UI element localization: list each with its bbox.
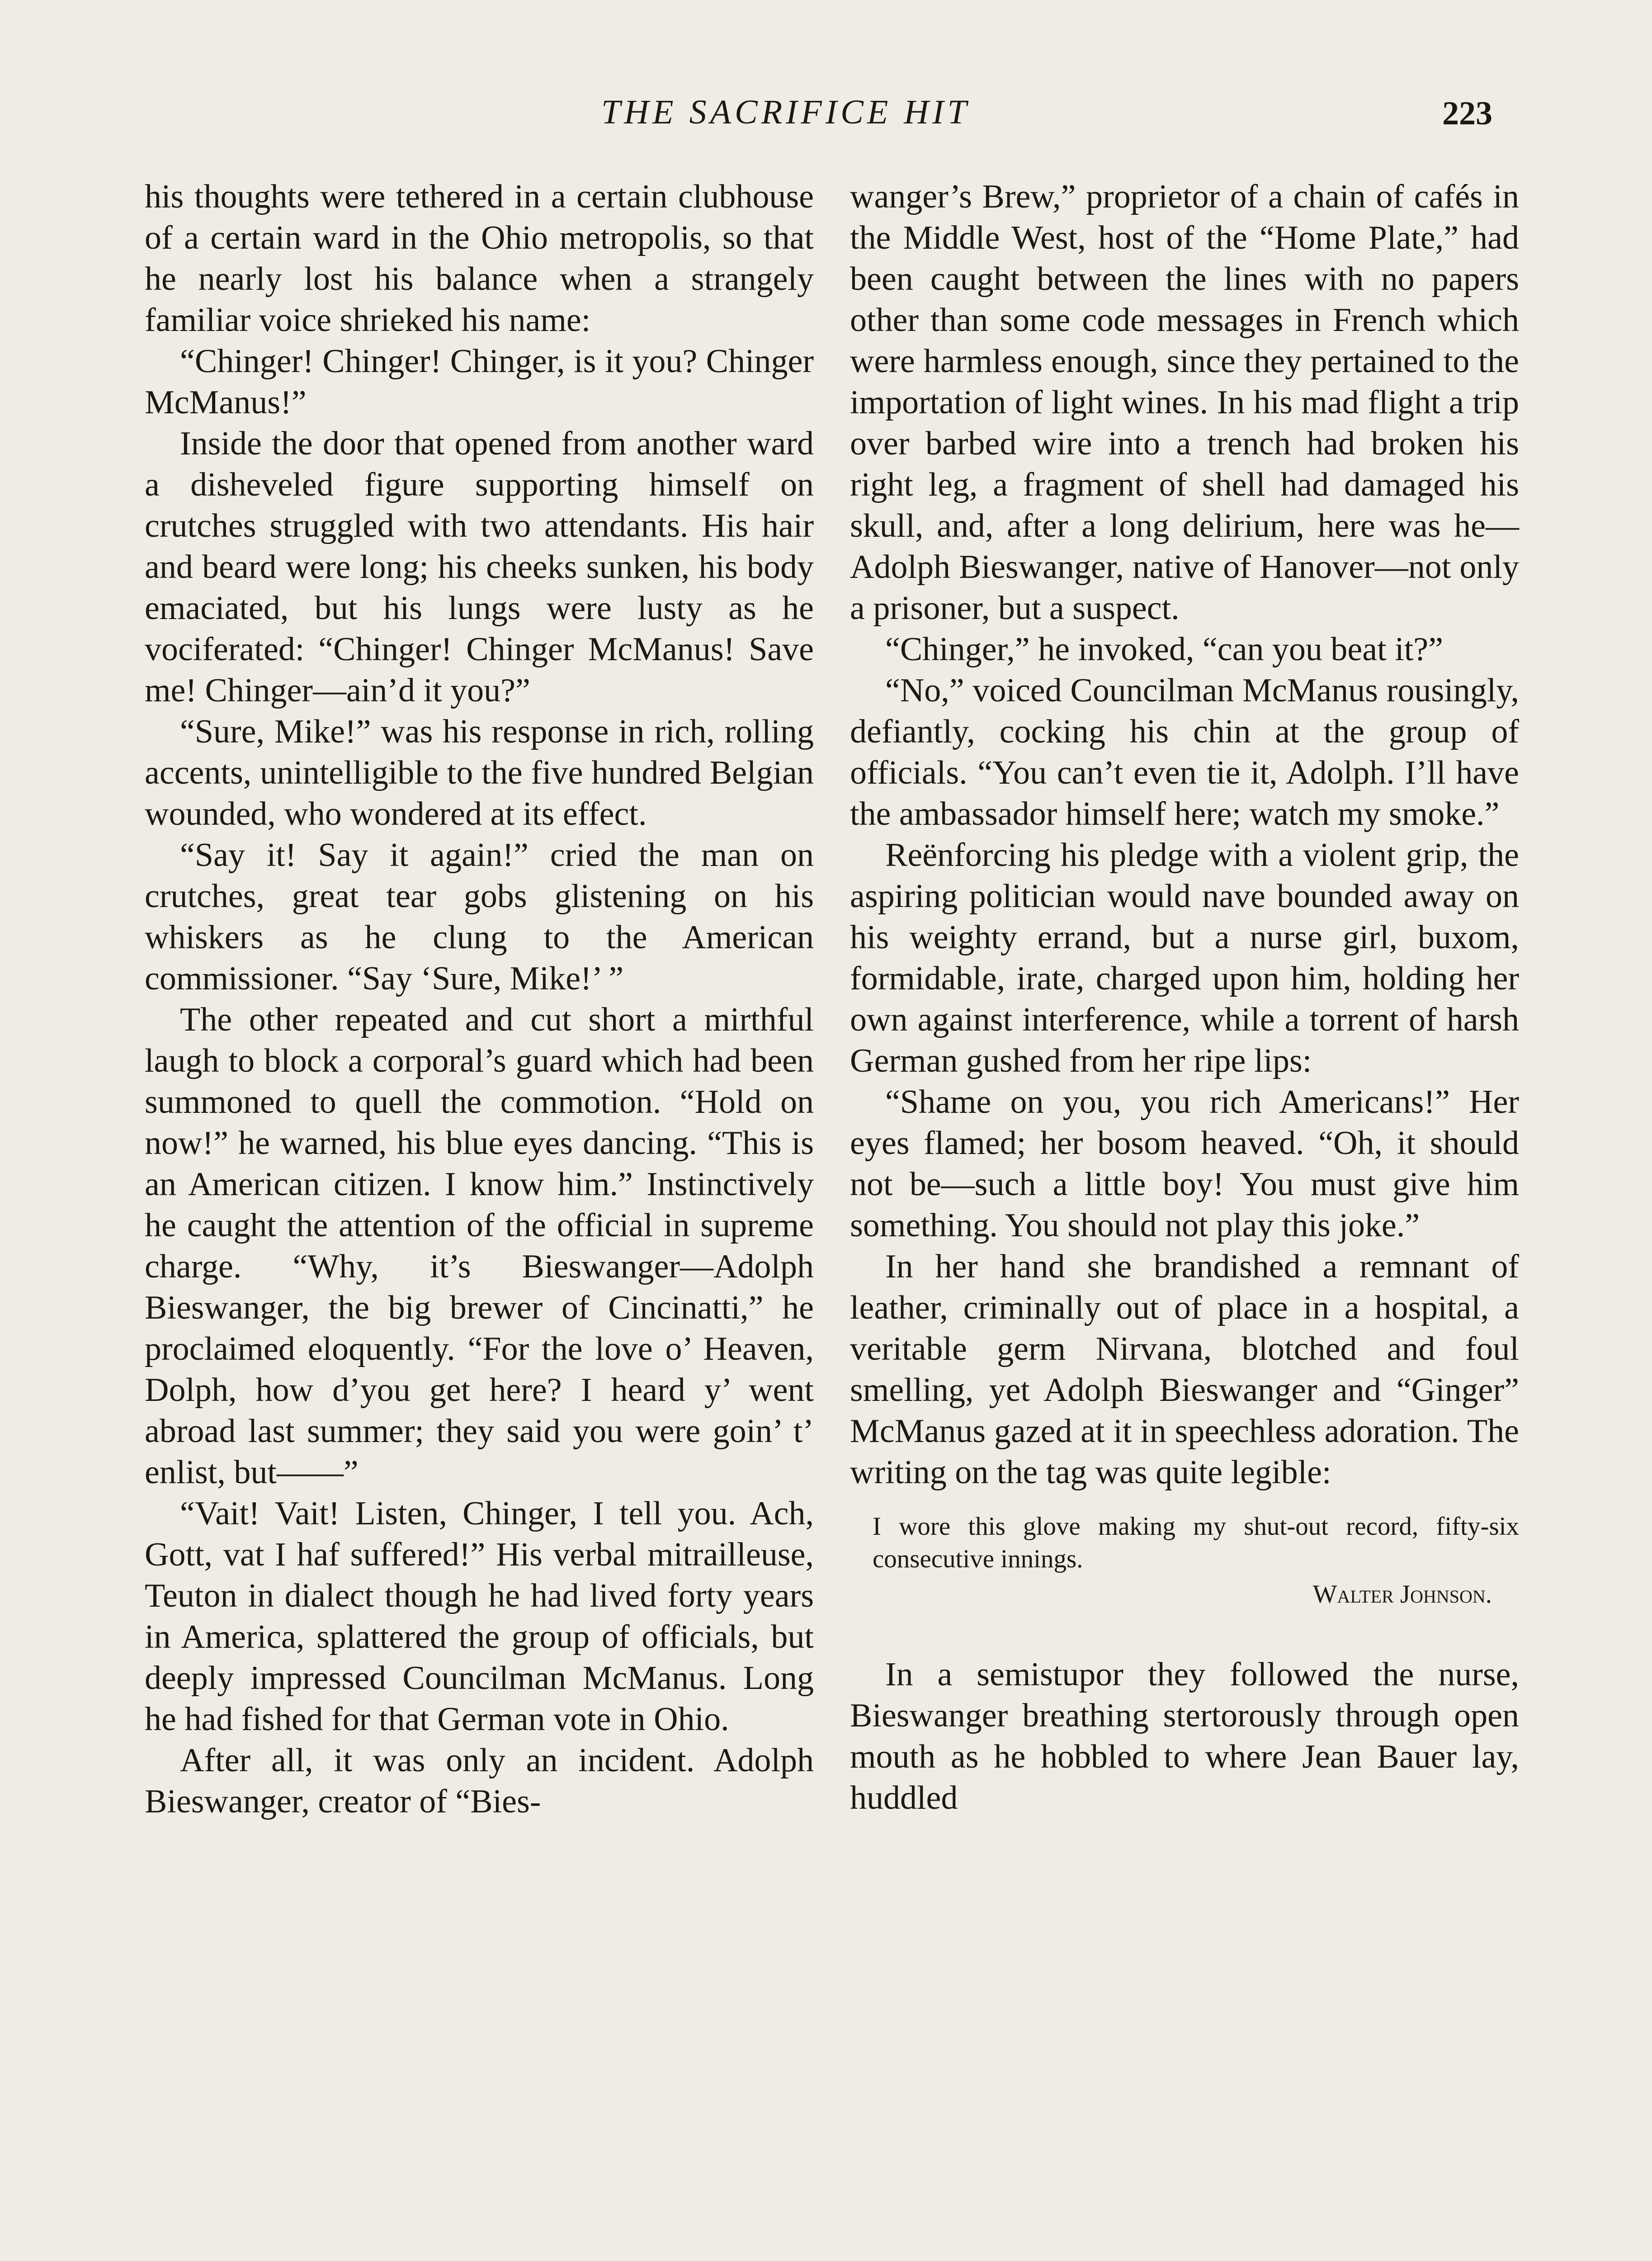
paragraph: In a semistupor they followed the nurse, Bieswanger breathing stertorously through open mouth as he hobbled to where Jean Bauer lay, huddled [850, 1656, 1519, 1816]
paragraph: “Shame on you, you rich Americans!” Her eyes flamed; her bosom heaved. “Oh, it should not be—such a little boy! You must give him something. You should not play this joke.” [850, 1083, 1519, 1244]
running-title: THE SACRIFICE HIT [601, 93, 970, 131]
paragraph: The other repeated and cut short a mirthful laugh to block a corporal’s guard which had been summoned to quell the commotion. “Hold on now!” he warned, his blue eyes dancing. “This is an American citizen. I know him.” Instinctively he caught the attention of the official in supreme charge. “Why, it’s Bieswanger—Adolph Bieswanger, the big brewer of Cincinatti,” he proclaimed eloquently. “For the love o’ Heaven, Dolph, how d’you get here? I heard y’ went abroad last summer; they said you were goin’ t’ enlist, but——” [145, 1001, 814, 1491]
paragraph: “Sure, Mike!” was his response in rich, rolling accents, unintelligible to the five hundred Belgian wounded, who wondered at its effect. [145, 713, 814, 833]
paragraph: “Chinger,” he invoked, “can you beat it?” [885, 631, 1443, 668]
tag-signature: Walter Johnson. [1312, 1580, 1492, 1608]
paragraph: “No,” voiced Councilman McManus rousingly, defiantly, cocking his chin at the group of officials. “You can’t even tie it, Adolph. I’ll have the ambassador himself here; watch my smoke.” [850, 672, 1519, 833]
right-column [850, 176, 1519, 1819]
paragraph: wanger’s Brew,” proprietor of a chain of cafés in the Middle West, host of the “Home Plate,” had been caught between the lines with no papers other than some code messages in French which were harmless enough, since they pertained to the importation of light wines. In his mad flight a trip over barbed wire into a trench had broken his right leg, a fragment of shell had damaged his skull, and, after a long delirium, here was he—Adolph Bieswanger, native of Hanover—not only a prisoner, but a suspect. [850, 178, 1519, 627]
paragraph: his thoughts were tethered in a certain clubhouse of a certain ward in the Ohio metropolis, so that he nearly lost his balance when a strangely familiar voice shrieked his name: [145, 178, 814, 339]
paragraph: Inside the door that opened from another ward a disheveled figure supporting himself on crutches struggled with two attendants. His hair and beard were long; his cheeks sunken, his body emaciated, but his lungs were lusty as he vociferated: “Chinger! Chinger McManus! Save me! Chinger—ain’d it you?” [145, 425, 814, 709]
paragraph: “Vait! Vait! Listen, Chinger, I tell you. Ach, Gott, vat I haf suffered!” His verbal mitrailleuse, Teuton in dialect though he had lived forty years in America, splattered the group of officials, but deeply impressed Councilman McManus. Long he had fished for that German vote in Ohio. [145, 1495, 814, 1738]
paragraph: “Say it! Say it again!” cried the man on crutches, great tear gobs glistening on his whiskers as he clung to the American commissioner. “Say ‘Sure, Mike!’ ” [145, 837, 814, 997]
left-column [145, 176, 814, 1822]
quoted-tag-text: I wore this glove making my shut-out record, fifty-six consecutive innings. [873, 1512, 1519, 1573]
paragraph: After all, it was only an incident. Adolph Bieswanger, creator of “Bies- [145, 1742, 814, 1820]
paragraph: “Chinger! Chinger! Chinger, is it you? Chinger McManus!” [145, 343, 814, 421]
running-head [0, 93, 1652, 147]
paragraph: In her hand she brandished a remnant of leather, criminally out of place in a hospital, a veritable germ Nirvana, blotched and foul smelling, yet Adolph Bieswanger and “Ginger” McManus gazed at it in speechless adoration. The writing on the tag was quite legible: [850, 1248, 1519, 1491]
paragraph: Reënforcing his pledge with a violent grip, the aspiring politician would nave bounded away on his weighty errand, but a nurse girl, buxom, formidable, irate, charged upon him, holding her own against interference, while a torrent of harsh German gushed from her ripe lips: [850, 837, 1519, 1079]
page-number: 223 [1442, 95, 1492, 132]
